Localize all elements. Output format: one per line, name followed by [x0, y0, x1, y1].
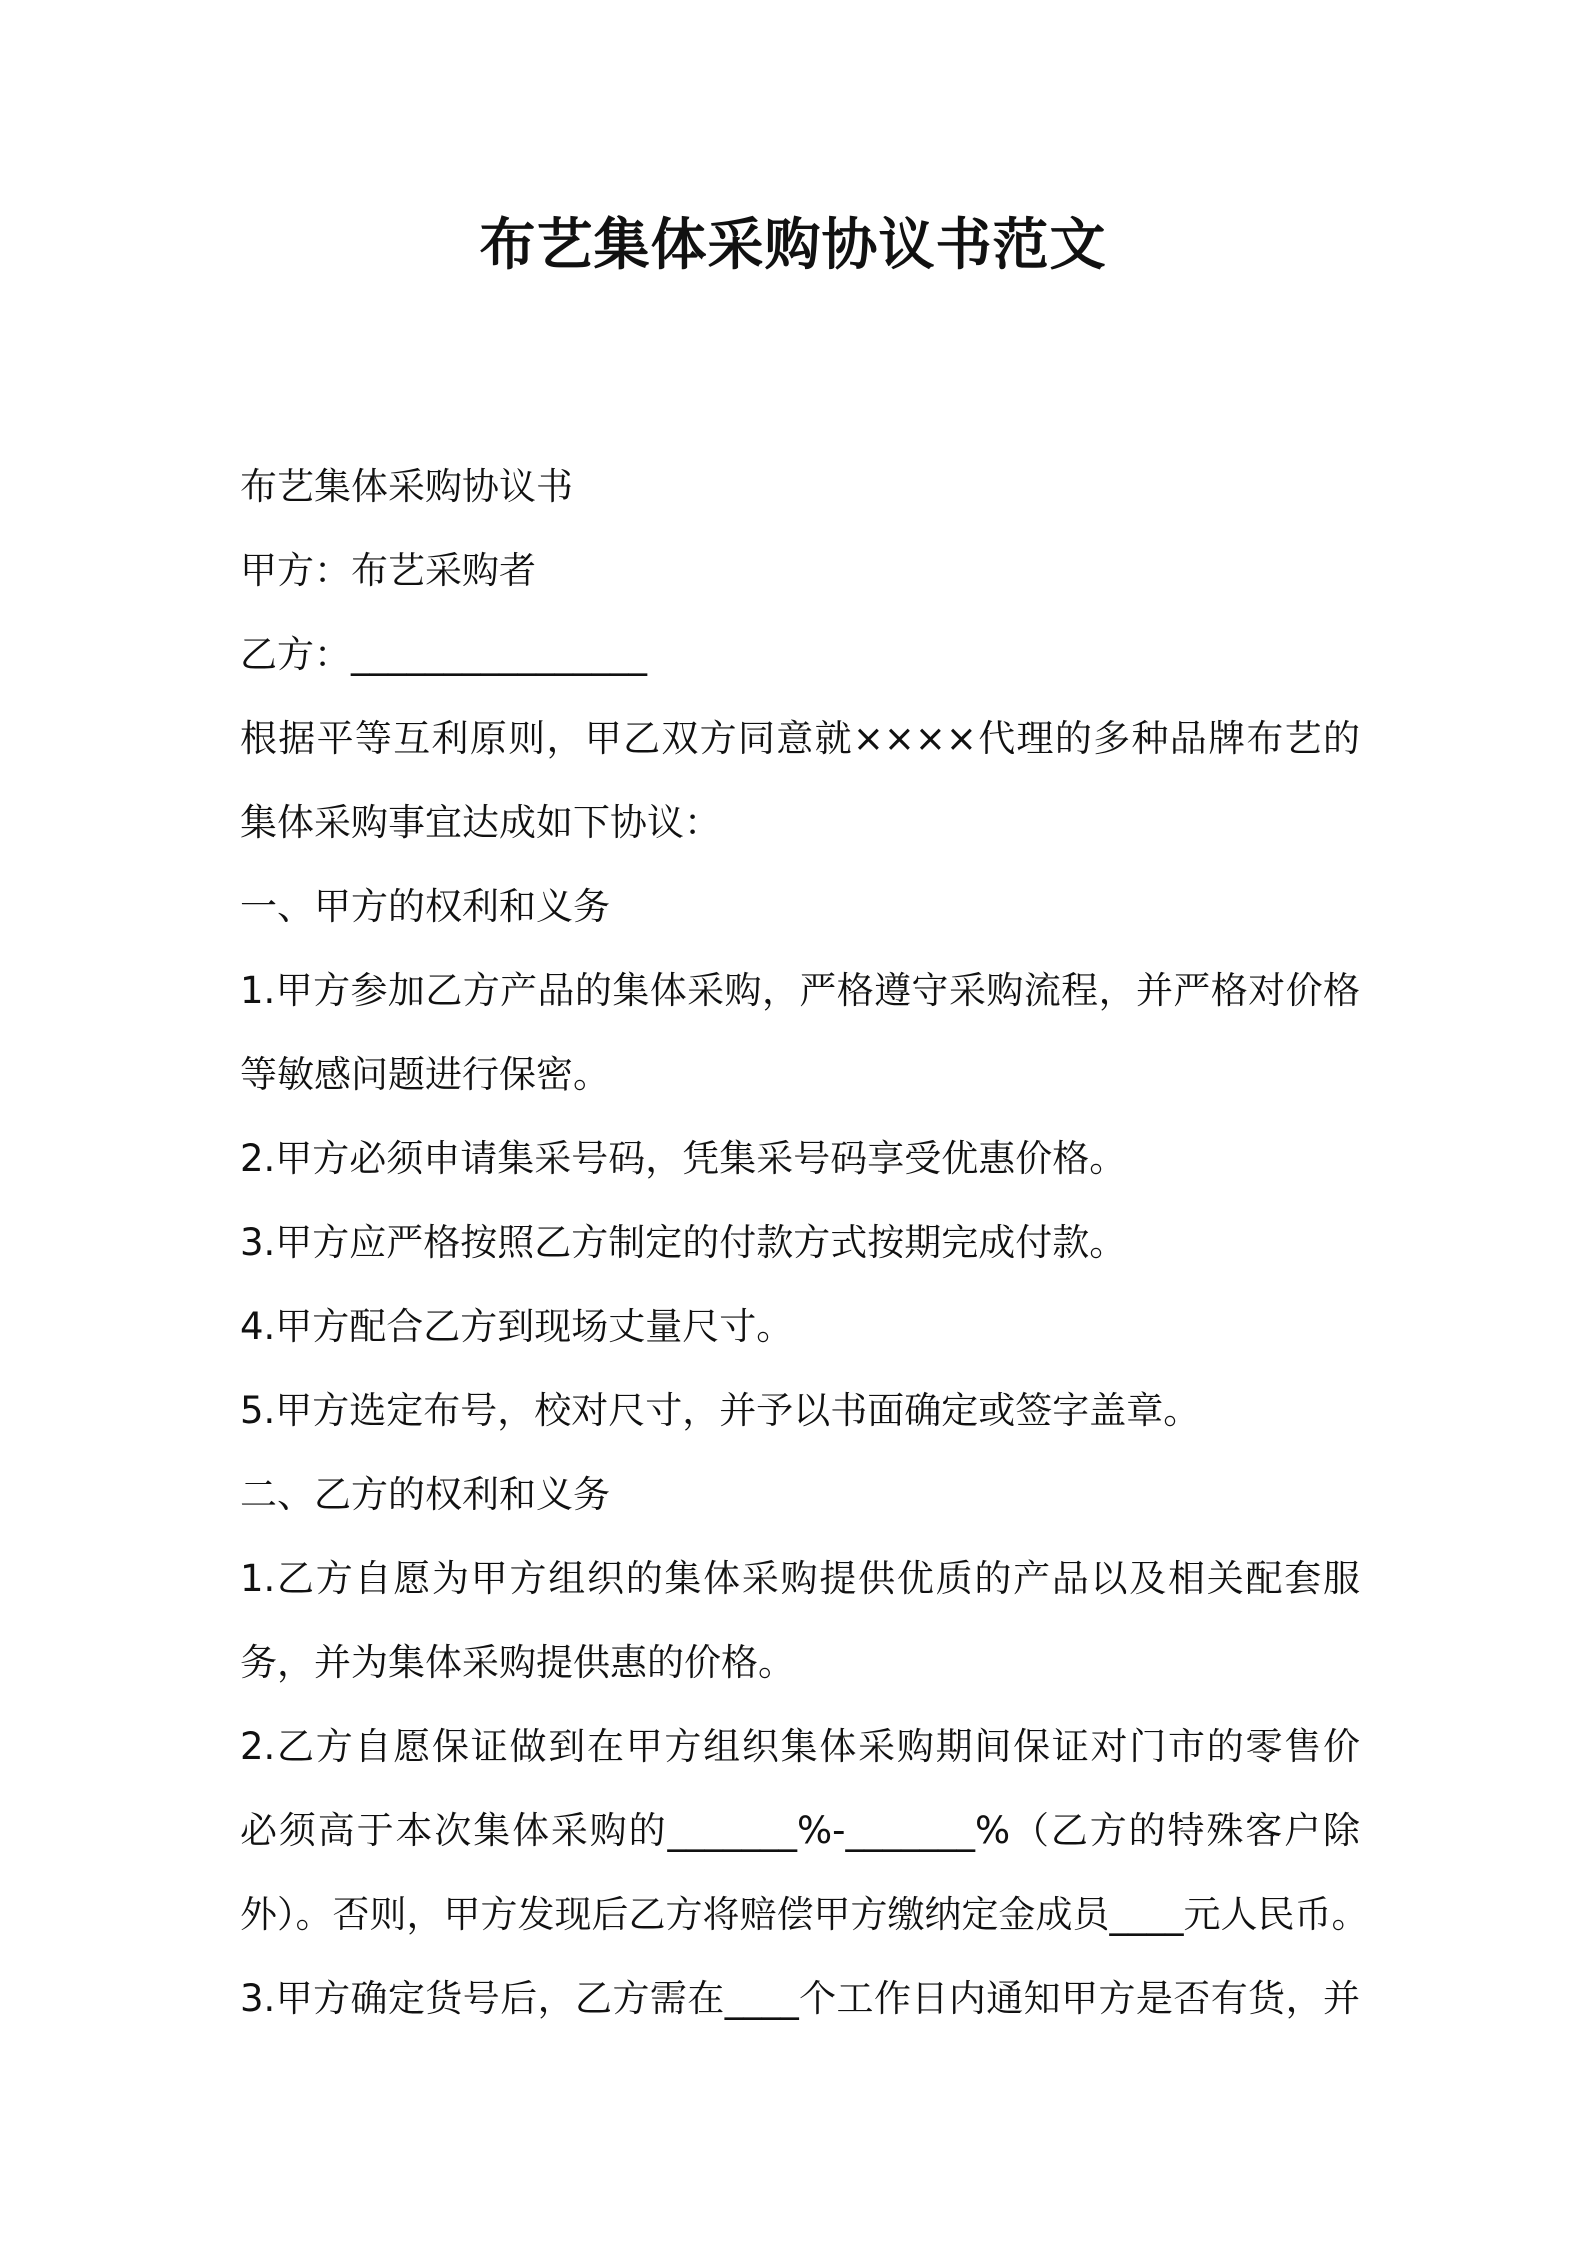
paragraph-line: 必须高于本次集体采购的_______%-_______%（乙方的特殊客户除: [240, 1809, 1360, 1852]
agreement-heading: 布艺集体采购协议书: [240, 465, 573, 508]
paragraph-line: 1.乙方自愿为甲方组织的集体采购提供优质的产品以及相关配套服: [240, 1557, 1360, 1600]
party-b-line: 乙方：________________: [240, 633, 647, 676]
paragraph-line: 1.甲方参加乙方产品的集体采购，严格遵守采购流程，并严格对价格: [240, 969, 1360, 1012]
document-body: [240, 445, 1369, 2041]
paragraph-line: 外）。否则，甲方发现后乙方将赔偿甲方缴纳定金成员____元人民币。: [240, 1893, 1369, 1936]
paragraph-line: 2.乙方自愿保证做到在甲方组织集体采购期间保证对门市的零售价: [240, 1725, 1360, 1768]
paragraph-line: 等敏感问题进行保密。: [240, 1053, 610, 1096]
paragraph-line: 3.甲方应严格按照乙方制定的付款方式按期完成付款。: [240, 1221, 1127, 1264]
paragraph-line: 2.甲方必须申请集采号码，凭集采号码享受优惠价格。: [240, 1137, 1127, 1180]
section-heading: 一、甲方的权利和义务: [240, 885, 610, 928]
paragraph-line: 集体采购事宜达成如下协议：: [240, 801, 721, 844]
document-title: 布艺集体采购协议书范文: [479, 213, 1107, 278]
paragraph-line: 4.甲方配合乙方到现场丈量尺寸。: [240, 1305, 794, 1348]
party-a-line: 甲方：布艺采购者: [240, 549, 536, 592]
paragraph-line: 3.甲方确定货号后，乙方需在____个工作日内通知甲方是否有货，并: [240, 1977, 1360, 2020]
paragraph-line: 务，并为集体采购提供惠的价格。: [240, 1641, 795, 1684]
paragraph-line: 5.甲方选定布号，校对尺寸，并予以书面确定或签字盖章。: [240, 1389, 1201, 1432]
paragraph-line: 根据平等互利原则，甲乙双方同意就××××代理的多种品牌布艺的: [240, 717, 1360, 760]
section-heading: 二、乙方的权利和义务: [240, 1473, 610, 1516]
